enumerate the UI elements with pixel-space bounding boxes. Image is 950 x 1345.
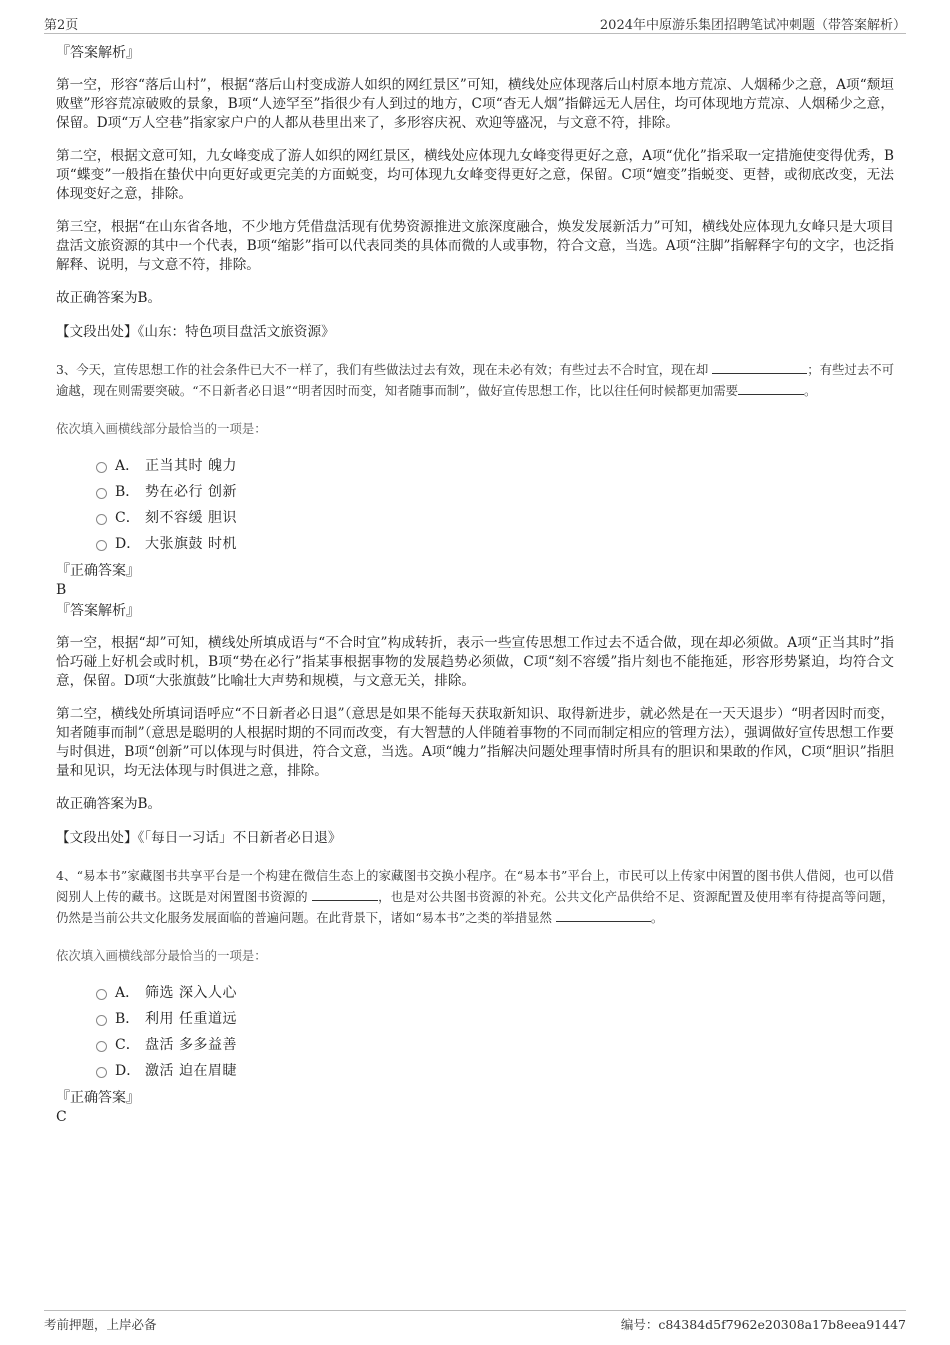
answer-label: 『正确答案』 (56, 563, 140, 579)
prev-analysis (56, 44, 894, 342)
radio-icon[interactable] (96, 1015, 107, 1026)
radio-icon[interactable] (96, 540, 107, 551)
question-3 (56, 359, 894, 848)
radio-icon[interactable] (96, 514, 107, 525)
option-a[interactable]: A． 正当其时 魄力 (96, 452, 894, 478)
question-text: 3、今天，宣传思想工作的社会条件已大不一样了，我们有些做法过去有效，现在未必有效；有些过去不合时宜，现在却 ；有些过去不可逾越，现在则需要突破。“不日新者必日退”“明者因时而变，知者随事而制”，做好宣传思想工作，比以往任何时候都更加需要 。 (56, 362, 894, 398)
option-d[interactable]: D． 大张旗鼓 时机 (96, 530, 894, 556)
radio-icon[interactable] (96, 1041, 107, 1052)
fill-blank (556, 908, 651, 922)
source-citation: 【文段出处】《山东：特色项目盘活文旅资源》 (56, 324, 335, 340)
question-prompt: 依次填入画横线部分最恰当的一项是： (56, 421, 267, 436)
analysis-conclusion: 故正确答案为B。 (56, 290, 162, 306)
analysis-paragraph: 第一空，根据“却”可知，横线处所填成语与“不合时宜”构成转折，表示一些宣传思想工作过去不适合做，现在却必须做。A项“正当其时”指恰巧碰上好机会或时机，B项“势在必行”指某事根据事物的发展趋势必须做，C项“刻不容缓”指片刻也不能拖延，形容形势紧迫，均符合文意，保留。D项“大张旗鼓”比喻壮大声势和规模，与文意无关，排除。 (56, 635, 894, 689)
option-b[interactable]: B． 利用 任重道远 (96, 1005, 894, 1031)
answer-label: 『正确答案』 (56, 1090, 140, 1106)
fill-blank (712, 360, 807, 374)
content (56, 44, 894, 1127)
footer-slogan: 考前押题，上岸必备 (44, 1317, 157, 1332)
document-title: 2024年中原游乐集团招聘笔试冲刺题（带答案解析） (599, 18, 906, 33)
option-a[interactable]: A． 筛选 深入人心 (96, 979, 894, 1005)
answer-value: B (56, 582, 67, 598)
question-prompt: 依次填入画横线部分最恰当的一项是： (56, 948, 267, 963)
analysis-paragraph: 第二空，根据文意可知，九女峰变成了游人如织的网红景区，横线处应体现九女峰变得更好之意，A项“优化”指采取一定措施使变得优秀，B项“蝶变”一般指在蛰伏中向更好或更完美的方面蜕变，均可体现九女峰变得更好之意，保留。C项“嬗变”指蜕变、更替，或彻底改变，无法体现变好之意，排除。 (56, 148, 894, 202)
option-c[interactable]: C． 刻不容缓 胆识 (96, 504, 894, 530)
correct-answer (56, 1089, 894, 1127)
option-b[interactable]: B． 势在必行 创新 (96, 478, 894, 504)
page-footer (44, 1310, 906, 1332)
question-text: 4、“易本书”家藏图书共享平台是一个构建在微信生态上的家藏图书交换小程序。在“易本书”平台上，市民可以上传家中闲置的图书供人借阅，也可以借阅别人上传的藏书。这既是对闲置图书资源的 ，也是对公共图书资源的补充。公共文化产品供给不足、资源配置及使用率有待提高等问题，仍然是当前公共文化服务发展面临的普遍问题。在此背景下，诸如“易本书”之类的举措显然 。 (56, 868, 895, 925)
radio-icon[interactable] (96, 989, 107, 1000)
analysis-paragraph: 第一空，形容“落后山村”，根据“落后山村变成游人如织的网红景区”可知，横线处应体现落后山村原本地方荒凉、人烟稀少之意，A项“颓垣败壁”形容荒凉破败的景象，B项“人迹罕至”指很少有人到过的地方，C项“杳无人烟”指僻远无人居住，均可体现地方荒凉、人烟稀少之意，保留。D项“万人空巷”指家家户户的人都从巷里出来了，多形容庆祝、欢迎等盛况，与文意不符，排除。 (56, 77, 894, 131)
correct-answer (56, 562, 894, 621)
question-4 (56, 865, 894, 1127)
fill-blank (738, 381, 804, 395)
analysis-paragraph: 第二空，横线处所填词语呼应“不日新者必日退”（意思是如果不能每天获取新知识、取得新进步，就必然是在一天天退步）“明者因时而变，知者随事而制”（意思是聪明的人根据时期的不同而改变，有大智慧的人伴随着事物的不同而制定相应的管理方法），强调做好宣传思想工作要与时俱进，B项“创新”可以体现与时俱进，符合文意，当选。A项“魄力”指解决问题处理事情时所具有的胆识和果敢的作风，C项“胆识”指胆量和见识，均无法体现与时俱进之意，排除。 (56, 706, 894, 779)
option-list (56, 979, 894, 1083)
page-number: 第2页 (44, 18, 79, 33)
option-d[interactable]: D． 激活 迫在眉睫 (96, 1057, 894, 1083)
analysis-conclusion: 故正确答案为B。 (56, 796, 162, 812)
option-c[interactable]: C． 盘活 多多益善 (96, 1031, 894, 1057)
radio-icon[interactable] (96, 462, 107, 473)
page-header (44, 14, 906, 34)
radio-icon[interactable] (96, 488, 107, 499)
answer-value: C (56, 1109, 67, 1125)
analysis-paragraph: 第三空，根据“在山东省各地，不少地方凭借盘活现有优势资源推进文旅深度融合，焕发发展新活力”可知，横线处应体现九女峰只是大项目盘活文旅资源的其中一个代表，B项“缩影”指可以代表同类的具体而微的人或事物，符合文意，当选。A项“注脚”指解释字句的文字，也泛指解释、说明，与文意不符，排除。 (56, 219, 894, 273)
option-list (56, 452, 894, 556)
fill-blank (312, 887, 378, 901)
radio-icon[interactable] (96, 1067, 107, 1078)
analysis-label: 『答案解析』 (56, 45, 140, 61)
analysis-label: 『答案解析』 (56, 603, 140, 619)
document-id: 编号：c84384d5f7962e20308a17b8eea91447 (620, 1317, 906, 1332)
source-citation: 【文段出处】《「每日一习话」不日新者必日退》 (56, 830, 342, 846)
